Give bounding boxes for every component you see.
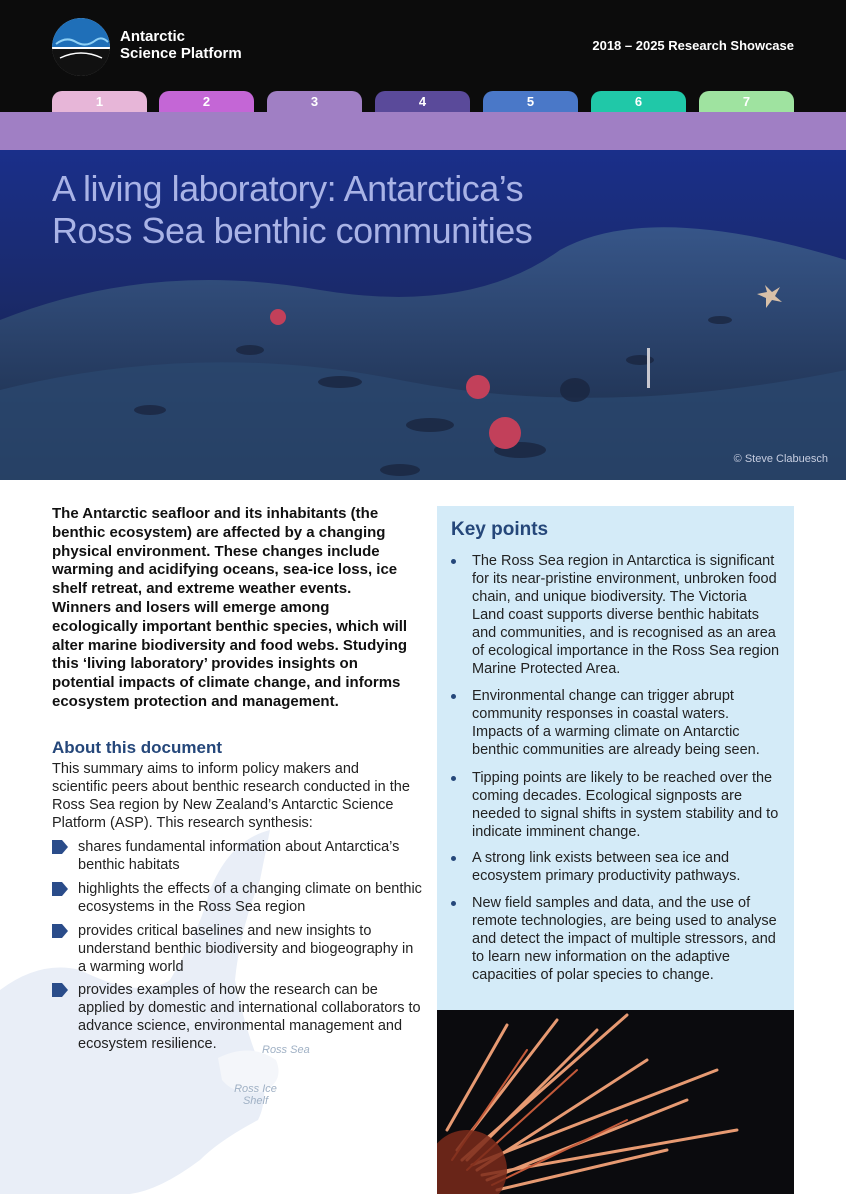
- intro-paragraph: The Antarctic seafloor and its inhabitants (the benthic ecosystem) are affected by a changing physical environment. These changes include warming and acidifying oceans, sea-ice loss, ice shelf retreat, and extreme weather events. Winners and losers will emerge among ecologically important benthic species, which will alter marine biodiversity and food webs. Studying this ‘living laboratory’ provides insights on potential impacts of climate change, and informs ecosystem protection and management.: [52, 505, 408, 710]
- brand-name: [120, 28, 242, 62]
- arrow-bullet-icon: [52, 840, 68, 854]
- tab-6[interactable]: 6: [591, 91, 686, 115]
- bullet-dot-icon: [451, 694, 456, 699]
- tab-1[interactable]: 1: [52, 91, 147, 115]
- about-paragraph: This summary aims to inform policy makers and scientific peers about benthic research conducted in the Ross Sea region by New Zealand’s Antarctic Science Platform (ASP). This research synthesis:: [52, 761, 410, 831]
- tab-5[interactable]: 5: [483, 91, 578, 115]
- title-line-2: Ross Sea benthic communities: [52, 210, 533, 251]
- title-line-1: A living laboratory: Antarctica’s: [52, 168, 524, 209]
- tab-4[interactable]: 4: [375, 91, 470, 115]
- arrow-bullet-icon: [52, 924, 68, 938]
- about-bullet-text: provides examples of how the research can be applied by domestic and international collaborators to advance science, environmental management and ecosystem resilience.: [78, 982, 421, 1052]
- map-label-shelf-line-1: Ross Ice: [234, 1083, 277, 1095]
- sea-urchin-photo: [437, 1010, 794, 1194]
- key-points-heading: Key points: [451, 519, 549, 540]
- section-band: [0, 112, 846, 150]
- about-bullet-text: provides critical baselines and new insights to understand benthic biodiversity and biogeography in a warming world: [78, 923, 414, 975]
- map-label-ross-ice-shelf: [228, 1083, 283, 1107]
- bullet-dot-icon: [451, 559, 456, 564]
- showcase-label: 2018 – 2025 Research Showcase: [592, 38, 794, 53]
- bullet-dot-icon: [451, 856, 456, 861]
- key-point-text: A strong link exists between sea ice and ecosystem primary productivity pathways.: [472, 850, 741, 884]
- arrow-bullet-icon: [52, 983, 68, 997]
- map-label-ross-sea: Ross Sea: [262, 1044, 310, 1056]
- about-heading: About this document: [52, 738, 222, 757]
- tab-7[interactable]: 7: [699, 91, 794, 115]
- key-point-text: The Ross Sea region in Antarctica is significant for its near-pristine environment, unbroken food chain, and unique biodiversity. The Victoria Land coast supports diverse benthic habitats and communities, and is recognised as an area of ecological importance in the Ross Sea region Marine Protected Area.: [472, 553, 780, 677]
- brand-line-1: Antarctic: [120, 28, 186, 45]
- bullet-dot-icon: [451, 776, 456, 781]
- key-point-text: Environmental change can trigger abrupt community responses in coastal waters. Impacts of a warming climate on Antarctic benthic communities are already being seen.: [472, 688, 760, 758]
- bullet-dot-icon: [451, 901, 456, 906]
- key-point-text: New field samples and data, and the use of remote technologies, are being used to analyse and detect the impact of multiple stressors, and to learn new information on the adaptive capacities of polar species to change.: [472, 895, 777, 983]
- about-bullet-text: shares fundamental information about Antarctica’s benthic habitats: [78, 839, 400, 873]
- map-label-shelf-line-2: Shelf: [242, 1095, 269, 1107]
- key-point-text: Tipping points are likely to be reached over the coming decades. Ecological signposts are needed to signal shifts in system stability and to indicate imminent change.: [472, 770, 779, 840]
- tab-3[interactable]: 3: [267, 91, 362, 115]
- tab-2[interactable]: 2: [159, 91, 254, 115]
- about-bullet-text: highlights the effects of a changing climate on benthic ecosystems in the Ross Sea region: [78, 881, 422, 915]
- page-title: [52, 168, 672, 252]
- asp-logo: [52, 18, 110, 76]
- arrow-bullet-icon: [52, 882, 68, 896]
- photo-credit: © Steve Clabuesch: [733, 453, 828, 465]
- brand-line-2: Science Platform: [120, 45, 242, 62]
